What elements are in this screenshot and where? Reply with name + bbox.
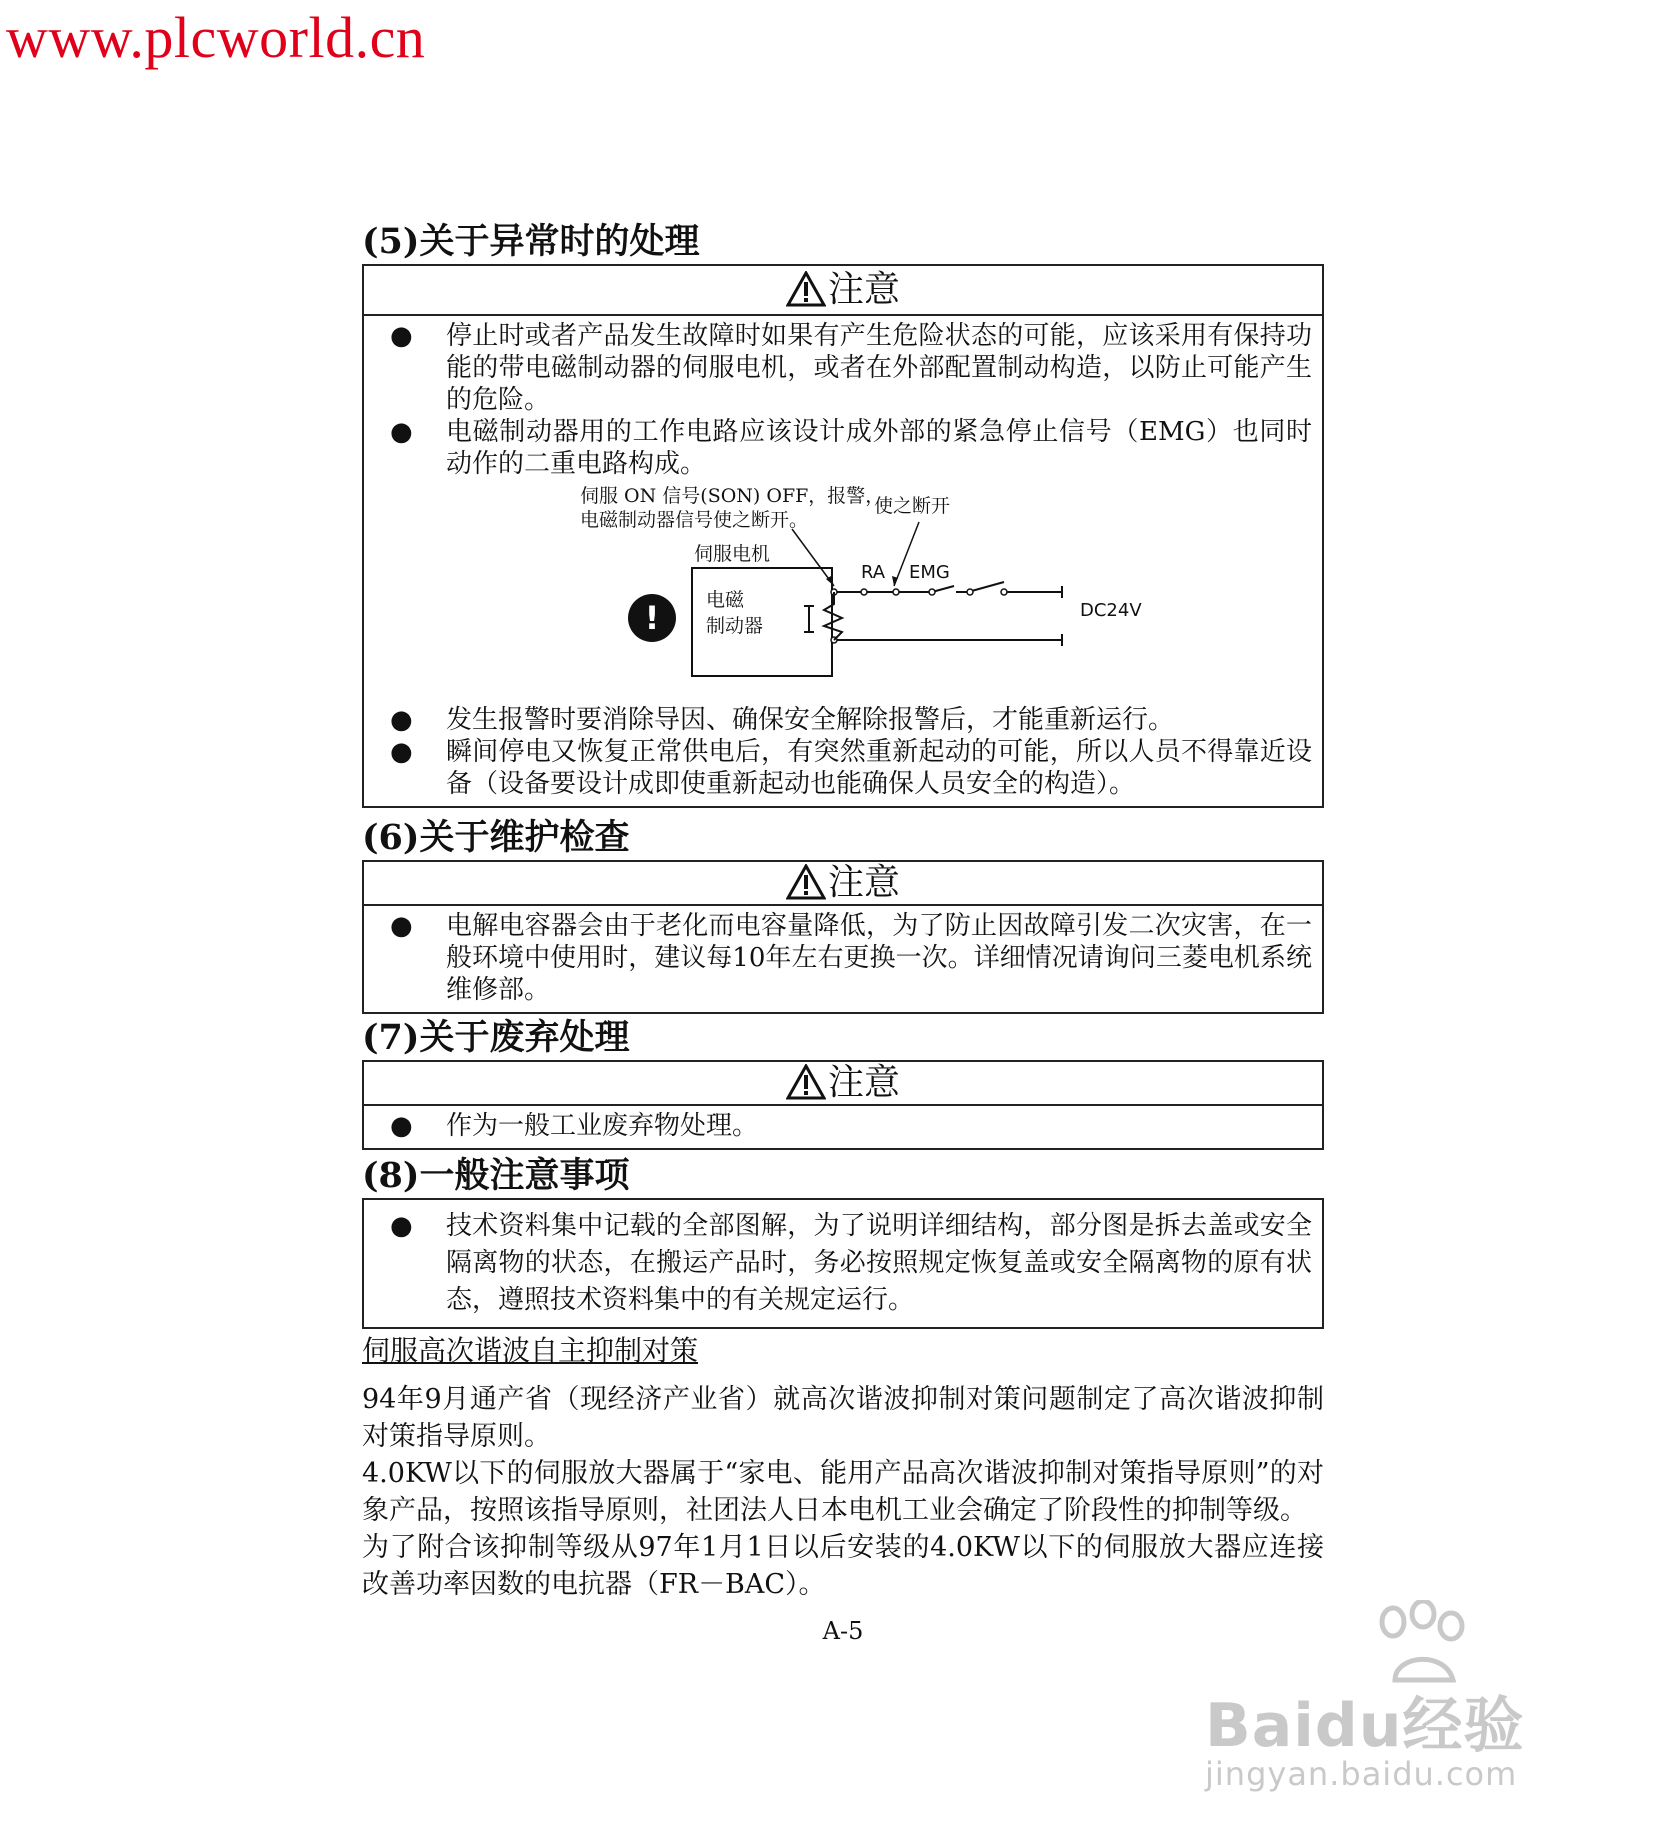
harmonic-paragraph: 4.0KW以下的伺服放大器属于“家电、能用产品高次谐波抑制对策指导原则”的对象产品，按照该指导原则，社团法人日本电机工业会确定了阶段性的抑制等级。 [362, 1458, 1324, 1526]
watermark-domain: jingyan.baidu.com [1205, 1755, 1518, 1793]
section-title-5: (5)关于异常时的处理 [362, 221, 700, 262]
diagram-note: 电磁制动器信号使之断开。 [580, 509, 809, 531]
circuit-wires [364, 482, 1314, 704]
list-item: ● 电解电容器会由于老化而电容量降低，为了防止因故障引发二次灾害，在一般环境中使用时，建议每10年左右更换一次。详细情况请询问三菱电机系统维修部。 [364, 910, 1312, 1006]
section-title-7: (7)关于废弃处理 [362, 1017, 630, 1058]
brake-circuit-diagram [364, 482, 1312, 704]
diagram-note: 伺服 ON 信号(SON) OFF，报警， [580, 485, 885, 507]
list-item: ● 技术资料集中记载的全部图解，为了说明详细结构，部分图是拆去盖或安全隔离物的状态，在搬运产品时，务必按照规定恢复盖或安全隔离物的原有状态，遵照技术资料集中的有关规定运行。 [364, 1208, 1312, 1319]
harmonic-section-title: 伺服高次谐波自主抑制对策 [362, 1334, 699, 1367]
caution-box-5 [362, 264, 1324, 808]
note-box-8 [362, 1198, 1324, 1329]
warning-triangle-icon [786, 864, 826, 900]
baidu-jingyan-watermark [1205, 1600, 1595, 1805]
mandatory-action-icon: ! [628, 594, 676, 642]
watermark-brand: Baidu经验 [1205, 1691, 1525, 1761]
bullet-icon: ● [390, 705, 413, 735]
caution-label: 注意 [827, 862, 900, 903]
caution-label: 注意 [827, 269, 900, 310]
harmonic-paragraph: 94年9月通产省（现经济产业省）就高次谐波抑制对策问题制定了高次谐波抑制对策指导原则。 [362, 1384, 1324, 1452]
bullet-icon: ● [390, 911, 413, 941]
list-item: ● 瞬间停电又恢复正常供电后，有突然重新起动的可能，所以人员不得靠近设备（设备要设计成即使重新起动也能确保人员安全的构造）。 [364, 736, 1312, 800]
list-item: ● 停止时或者产品发生故障时如果有产生危险状态的可能，应该采用有保持功能的带电磁制动器的伺服电机，或者在外部配置制动构造，以防止可能产生的危险。 [364, 320, 1312, 416]
diagram-note-right: 使之断开 [874, 495, 951, 517]
list-item: ● 发生报警时要消除导因、确保安全解除报警后，才能重新运行。 [364, 704, 1312, 736]
paw-logo-icon [1365, 1600, 1475, 1690]
ra-label: RA [861, 562, 886, 583]
brake-label: 制动器 [706, 615, 764, 637]
page-number: A-5 [822, 1617, 864, 1645]
caution-box-6 [362, 860, 1324, 1014]
motor-label: 伺服电机 [694, 543, 771, 565]
warning-triangle-icon [786, 1064, 826, 1100]
caution-header [364, 862, 1322, 906]
dc24v-label: DC24V [1080, 600, 1142, 621]
caution-box-7 [362, 1060, 1324, 1150]
section-title-6: (6)关于维护检查 [362, 817, 630, 858]
list-item: ● 作为一般工业废弃物处理。 [364, 1110, 1312, 1142]
bullet-icon: ● [390, 417, 413, 447]
site-url-header: www.plcworld.cn [6, 5, 426, 70]
warning-triangle-icon [786, 271, 826, 307]
emg-label: EMG [909, 562, 950, 583]
caution-header [364, 1062, 1322, 1106]
section-title-8: (8)一般注意事项 [362, 1155, 630, 1196]
caution-label: 注意 [827, 1062, 900, 1103]
bullet-icon: ● [390, 1211, 413, 1241]
list-item: ● 电磁制动器用的工作电路应该设计成外部的紧急停止信号（EMG）也同时动作的二重电路构成。 [364, 416, 1312, 480]
brake-label: 电磁 [706, 589, 745, 611]
bullet-icon: ● [390, 321, 413, 351]
bullet-icon: ● [390, 737, 413, 767]
caution-header [364, 266, 1322, 316]
harmonic-paragraph: 为了附合该抑制等级从97年1月1日以后安装的4.0KW以下的伺服放大器应连接改善功率因数的电抗器（FR－BAC）。 [362, 1532, 1324, 1600]
bullet-icon: ● [390, 1111, 413, 1141]
page-content [362, 220, 1324, 1645]
